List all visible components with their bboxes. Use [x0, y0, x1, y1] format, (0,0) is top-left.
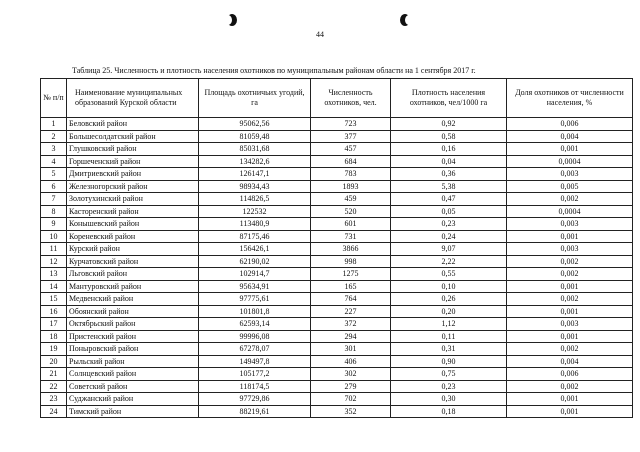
hunters-count-cell: 459 [311, 193, 391, 206]
punch-hole-right-mark [400, 14, 410, 26]
district-name-cell: Солнцевский район [67, 368, 199, 381]
hunting-area-cell: 114826,5 [199, 193, 311, 206]
hunters-share-cell: 0,001 [507, 280, 633, 293]
district-name-cell: Конышевский район [67, 218, 199, 231]
hunters-count-cell: 783 [311, 168, 391, 181]
hunters-density-cell: 0,92 [391, 118, 507, 131]
hunting-area-cell: 97729,86 [199, 393, 311, 406]
table-row [41, 268, 633, 281]
hunters-share-cell: 0,003 [507, 218, 633, 231]
table-row [41, 143, 633, 156]
hunters-count-cell: 294 [311, 330, 391, 343]
row-number-cell: 19 [41, 343, 67, 356]
hunters-density-cell: 0,16 [391, 143, 507, 156]
hunters-share-cell: 0,004 [507, 355, 633, 368]
hunters-count-cell: 377 [311, 130, 391, 143]
district-name-cell: Золотухинский район [67, 193, 199, 206]
hunters-density-cell: 0,30 [391, 393, 507, 406]
table-row [41, 168, 633, 181]
table-row [41, 393, 633, 406]
hunters-share-cell: 0,001 [507, 143, 633, 156]
hunting-area-cell: 118174,5 [199, 380, 311, 393]
row-number-cell: 3 [41, 143, 67, 156]
district-name-cell: Пристенский район [67, 330, 199, 343]
table-row [41, 368, 633, 381]
row-number-cell: 2 [41, 130, 67, 143]
district-name-cell: Большесолдатский район [67, 130, 199, 143]
district-name-cell: Советский район [67, 380, 199, 393]
row-number-cell: 8 [41, 205, 67, 218]
row-number-cell: 20 [41, 355, 67, 368]
hunters-density-cell: 0,11 [391, 330, 507, 343]
header-area: Площадь охотничьих угодий, га [199, 79, 311, 118]
hunting-area-cell: 105177,2 [199, 368, 311, 381]
table-row [41, 118, 633, 131]
table-row [41, 155, 633, 168]
table-row [41, 180, 633, 193]
table-row [41, 305, 633, 318]
table-row [41, 293, 633, 306]
hunting-area-cell: 102914,7 [199, 268, 311, 281]
table-row [41, 343, 633, 356]
hunters-count-cell: 998 [311, 255, 391, 268]
hunters-count-cell: 731 [311, 230, 391, 243]
page-number: 44 [316, 30, 324, 39]
hunting-area-cell: 99996,08 [199, 330, 311, 343]
table-row [41, 218, 633, 231]
hunters-table [40, 78, 633, 418]
hunters-density-cell: 0,75 [391, 368, 507, 381]
table-body [41, 118, 633, 418]
district-name-cell: Беловский район [67, 118, 199, 131]
district-name-cell: Суджанский район [67, 393, 199, 406]
hunters-share-cell: 0,001 [507, 405, 633, 418]
row-number-cell: 4 [41, 155, 67, 168]
hunters-share-cell: 0,002 [507, 343, 633, 356]
hunting-area-cell: 97775,61 [199, 293, 311, 306]
header-num: № п/п [41, 79, 67, 118]
hunters-count-cell: 520 [311, 205, 391, 218]
hunting-area-cell: 122532 [199, 205, 311, 218]
hunters-share-cell: 0,003 [507, 318, 633, 331]
hunters-share-cell: 0,004 [507, 130, 633, 143]
hunting-area-cell: 149497,8 [199, 355, 311, 368]
district-name-cell: Кореневский район [67, 230, 199, 243]
hunting-area-cell: 95062,56 [199, 118, 311, 131]
district-name-cell: Курский район [67, 243, 199, 256]
district-name-cell: Льговский район [67, 268, 199, 281]
hunters-count-cell: 1893 [311, 180, 391, 193]
header-density: Плотность населения охотников, чел/1000 га [391, 79, 507, 118]
hunting-area-cell: 156426,1 [199, 243, 311, 256]
hunters-density-cell: 0,26 [391, 293, 507, 306]
hunting-area-cell: 85031,68 [199, 143, 311, 156]
district-name-cell: Обоянский район [67, 305, 199, 318]
district-name-cell: Тимский район [67, 405, 199, 418]
hunting-area-cell: 62190,02 [199, 255, 311, 268]
hunters-density-cell: 0,23 [391, 218, 507, 231]
hunters-share-cell: 0,001 [507, 393, 633, 406]
district-name-cell: Дмитриевский район [67, 168, 199, 181]
row-number-cell: 10 [41, 230, 67, 243]
district-name-cell: Октябрьский район [67, 318, 199, 331]
row-number-cell: 16 [41, 305, 67, 318]
hunters-count-cell: 372 [311, 318, 391, 331]
row-number-cell: 7 [41, 193, 67, 206]
hunters-count-cell: 352 [311, 405, 391, 418]
hunters-density-cell: 0,20 [391, 305, 507, 318]
hunters-share-cell: 0,001 [507, 330, 633, 343]
hunters-share-cell: 0,0004 [507, 205, 633, 218]
table-row [41, 230, 633, 243]
row-number-cell: 11 [41, 243, 67, 256]
hunters-share-cell: 0,003 [507, 243, 633, 256]
district-name-cell: Курчатовский район [67, 255, 199, 268]
hunting-area-cell: 87175,46 [199, 230, 311, 243]
hunters-count-cell: 165 [311, 280, 391, 293]
row-number-cell: 22 [41, 380, 67, 393]
district-name-cell: Железногорский район [67, 180, 199, 193]
hunters-density-cell: 0,58 [391, 130, 507, 143]
hunting-area-cell: 62593,14 [199, 318, 311, 331]
hunters-density-cell: 5,38 [391, 180, 507, 193]
table-row [41, 243, 633, 256]
hunters-density-cell: 0,55 [391, 268, 507, 281]
hunters-count-cell: 3866 [311, 243, 391, 256]
hunters-density-cell: 0,18 [391, 405, 507, 418]
table-row [41, 130, 633, 143]
hunters-density-cell: 0,05 [391, 205, 507, 218]
hunters-density-cell: 1,12 [391, 318, 507, 331]
hunters-share-cell: 0,006 [507, 368, 633, 381]
hunting-area-cell: 134282,6 [199, 155, 311, 168]
hunters-share-cell: 0,005 [507, 180, 633, 193]
table-row [41, 405, 633, 418]
row-number-cell: 18 [41, 330, 67, 343]
header-name: Наименование муниципальных образований Курской области [67, 79, 199, 118]
hunters-share-cell: 0,002 [507, 268, 633, 281]
table-row [41, 255, 633, 268]
hunters-share-cell: 0,001 [507, 230, 633, 243]
hunters-density-cell: 0,47 [391, 193, 507, 206]
hunters-share-cell: 0,0004 [507, 155, 633, 168]
table-row [41, 205, 633, 218]
district-name-cell: Касторенский район [67, 205, 199, 218]
hunting-area-cell: 95634,91 [199, 280, 311, 293]
hunters-count-cell: 764 [311, 293, 391, 306]
district-name-cell: Горшеченский район [67, 155, 199, 168]
hunters-share-cell: 0,003 [507, 168, 633, 181]
hunters-count-cell: 301 [311, 343, 391, 356]
table-row [41, 355, 633, 368]
hunters-density-cell: 2,22 [391, 255, 507, 268]
hunters-share-cell: 0,002 [507, 193, 633, 206]
hunters-count-cell: 279 [311, 380, 391, 393]
row-number-cell: 21 [41, 368, 67, 381]
row-number-cell: 17 [41, 318, 67, 331]
hunting-area-cell: 81059,48 [199, 130, 311, 143]
row-number-cell: 23 [41, 393, 67, 406]
row-number-cell: 1 [41, 118, 67, 131]
row-number-cell: 14 [41, 280, 67, 293]
hunters-density-cell: 0,24 [391, 230, 507, 243]
table-row [41, 380, 633, 393]
hunters-share-cell: 0,006 [507, 118, 633, 131]
row-number-cell: 24 [41, 405, 67, 418]
header-share: Доля охотников от численности населения, % [507, 79, 633, 118]
punch-hole-left-mark [227, 14, 237, 26]
hunters-share-cell: 0,001 [507, 305, 633, 318]
hunting-area-cell: 88219,61 [199, 405, 311, 418]
row-number-cell: 5 [41, 168, 67, 181]
hunting-area-cell: 101801,8 [199, 305, 311, 318]
hunting-area-cell: 67278,07 [199, 343, 311, 356]
hunters-count-cell: 601 [311, 218, 391, 231]
header-hunters: Численность охотников, чел. [311, 79, 391, 118]
row-number-cell: 12 [41, 255, 67, 268]
hunters-density-cell: 0,90 [391, 355, 507, 368]
hunters-density-cell: 0,36 [391, 168, 507, 181]
hunters-count-cell: 1275 [311, 268, 391, 281]
table-row [41, 280, 633, 293]
table-row [41, 318, 633, 331]
row-number-cell: 9 [41, 218, 67, 231]
hunters-density-cell: 0,23 [391, 380, 507, 393]
row-number-cell: 13 [41, 268, 67, 281]
row-number-cell: 15 [41, 293, 67, 306]
table-header-row [41, 79, 633, 118]
table-row [41, 193, 633, 206]
table-row [41, 330, 633, 343]
hunters-density-cell: 0,10 [391, 280, 507, 293]
hunters-density-cell: 9,07 [391, 243, 507, 256]
row-number-cell: 6 [41, 180, 67, 193]
district-name-cell: Рыльский район [67, 355, 199, 368]
hunting-area-cell: 98934,43 [199, 180, 311, 193]
district-name-cell: Поныровский район [67, 343, 199, 356]
hunters-share-cell: 0,002 [507, 293, 633, 306]
hunting-area-cell: 113480,9 [199, 218, 311, 231]
hunters-count-cell: 684 [311, 155, 391, 168]
hunters-density-cell: 0,31 [391, 343, 507, 356]
district-name-cell: Глушковский район [67, 143, 199, 156]
hunters-density-cell: 0,04 [391, 155, 507, 168]
district-name-cell: Мантуровский район [67, 280, 199, 293]
hunters-count-cell: 702 [311, 393, 391, 406]
hunters-count-cell: 227 [311, 305, 391, 318]
district-name-cell: Медвенский район [67, 293, 199, 306]
hunters-count-cell: 457 [311, 143, 391, 156]
hunting-area-cell: 126147,1 [199, 168, 311, 181]
hunters-share-cell: 0,002 [507, 380, 633, 393]
hunters-count-cell: 302 [311, 368, 391, 381]
hunters-share-cell: 0,002 [507, 255, 633, 268]
hunters-count-cell: 723 [311, 118, 391, 131]
table-caption: Таблица 25. Численность и плотность населения охотников по муниципальным районам области на 1 сентября 2017 г. [72, 66, 476, 75]
hunters-count-cell: 406 [311, 355, 391, 368]
